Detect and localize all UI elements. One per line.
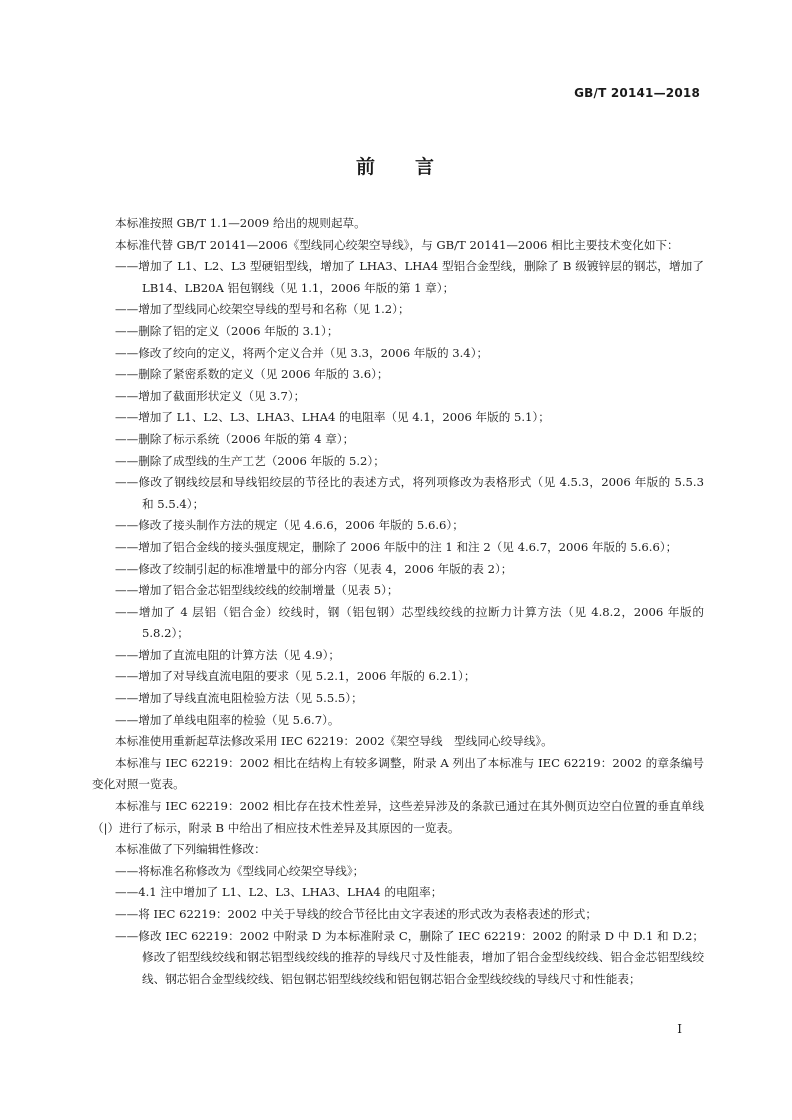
list-item: ——删除了铝的定义（2006 年版的 3.1）； [115,323,339,338]
list-item: ——4.1 注中增加了 L1、L2、L3、LHA3、LHA4 的电阻率； [115,885,443,900]
list-item: ——增加了导线直流电阻检验方法（见 5.5.5）； [115,691,363,706]
page-number: I [677,1022,682,1036]
paragraph: 本标准使用重新起草法修改采用 IEC 62219：2002《架空导线 型线同心绞导线》。 [115,734,553,749]
list-item: ——删除了标示系统（2006 年版的第 4 章）； [115,431,355,446]
list-item: ——增加了铝合金线的接头强度规定，删除了 2006 年版中的注 1 和注 2（见 4.6.7，2006 年版的 5.6.6）； [115,539,678,554]
list-item: ——修改了绞向的定义，将两个定义合并（见 3.3，2006 年版的 3.4）； [115,345,489,360]
list-item: ——删除了紧密系数的定义（见 2006 年版的 3.6）； [115,367,389,382]
paragraph: 本标准与 IEC 62219：2002 相比存在技术性差异，这些差异涉及的条款已通过在其外侧页边空白位置的垂直单线（|）进行了标示，附录 B 中给出了相应技术性差异及其原因的一览表。 [92,799,704,835]
list-item: ——增加了对导线直流电阻的要求（见 5.2.1，2006 年版的 6.2.1）； [115,669,476,684]
paragraph: 本标准与 IEC 62219：2002 相比在结构上有较多调整，附录 A 列出了本标准与 IEC 62219：2002 的章条编号变化对照一览表。 [92,755,704,792]
title-part-2: 言 [415,156,437,178]
list-item: ——将标准名称修改为《型线同心绞架空导线》； [115,863,365,878]
standard-code: GB/T 20141—2018 [574,86,700,100]
list-item: ——修改了绞制引起的标准增量中的部分内容（见表 4，2006 年版的表 2）； [115,561,513,576]
list-item: ——增加了直流电阻的计算方法（见 4.9）； [115,647,341,662]
document-body [92,213,704,990]
list-item: ——增加了型线同心绞架空导线的型号和名称（见 1.2）； [115,302,410,317]
list-item: ——增加了单线电阻率的检验（见 5.6.7）。 [115,712,340,727]
paragraph: 本标准按照 GB/T 1.1—2009 给出的规则起草。 [115,216,366,230]
list-item: ——修改了钢线绞层和导线铝绞层的节径比的表述方式，将列项修改为表格形式（见 4.5.3，2006 年版的 5.5.3 和 5.5.4）； [115,475,704,511]
paragraph: 本标准做了下列编辑性修改： [115,842,266,857]
list-item: ——增加了铝合金芯铝型线绞线的绞制增量（见表 5）； [115,583,399,598]
list-item: ——修改 IEC 62219：2002 中附录 D 为本标准附录 C，删除了 IEC 62219：2002 的附录 D 中 D.1 和 D.2；修改了铝型线绞线和钢芯铝型线绞线的推荐的导线尺寸及性能表，增加了铝合金型线绞线、铝合金芯铝型线绞线、钢芯铝合金型线绞线、铝包钢芯铝型线绞线和铝包钢芯铝合金型线绞线的导线尺寸和性能表； [115,928,704,986]
list-item: ——增加了 L1、L2、L3、LHA3、LHA4 的电阻率（见 4.1，2006 年版的 5.1）； [115,410,550,425]
list-item: ——增加了 4 层铝（铝合金）绞线时，钢（铝包钢）芯型线绞线的拉断力计算方法（见 4.8.2，2006 年版的 5.8.2）； [115,604,704,641]
list-item: ——增加了 L1、L2、L3 型硬铝型线，增加了 LHA3、LHA4 型铝合金型线，删除了 B 级镀锌层的钢芯，增加了 LB14、LB20A 铝包钢线（见 1.1，2006 年版的第 1 章）； [115,259,704,295]
list-item: ——删除了成型线的生产工艺（2006 年版的 5.2）； [115,453,385,468]
list-item: ——修改了接头制作方法的规定（见 4.6.6，2006 年版的 5.6.6）； [115,518,464,533]
list-item: ——将 IEC 62219：2002 中关于导线的绞合节径比由文字表述的形式改为表格表述的形式； [115,907,597,921]
paragraph: 本标准代替 GB/T 20141—2006《型线同心绞架空导线》，与 GB/T 20141—2006 相比主要技术变化如下： [115,237,679,252]
page-title [0,152,792,179]
list-item: ——增加了截面形状定义（见 3.7）； [115,388,306,403]
title-part-1: 前 [355,156,377,178]
